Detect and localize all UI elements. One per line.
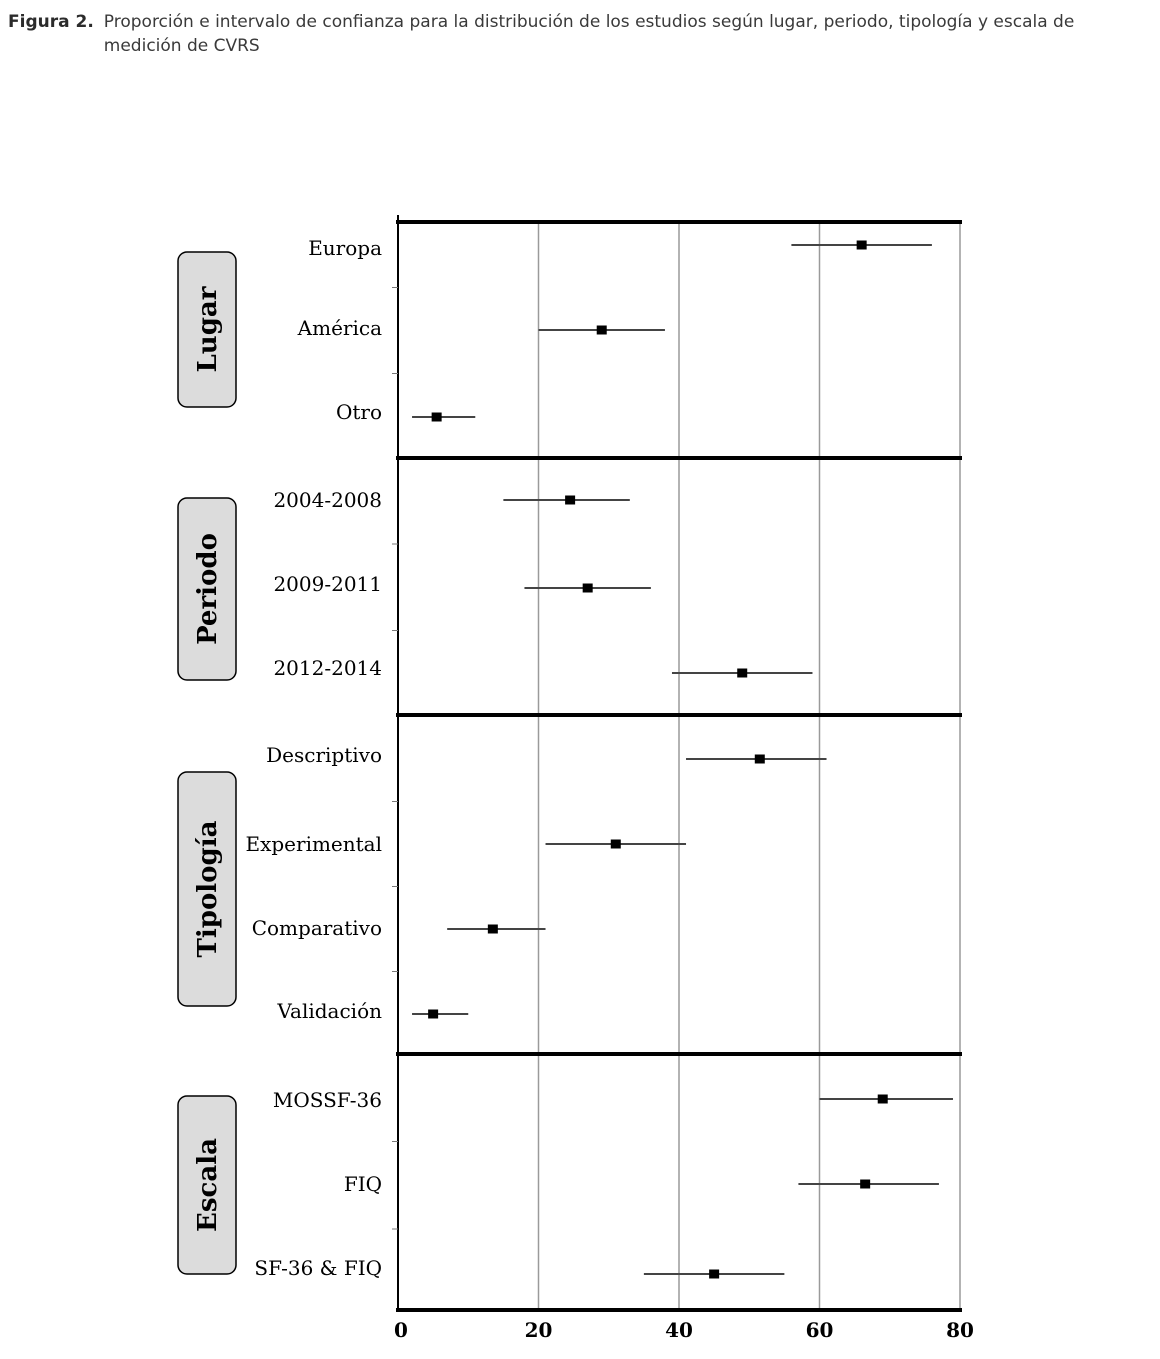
x-tick-label: 60 [805,1318,834,1342]
figure-label: Figura 2. [8,12,94,32]
category-label: Descriptivo [266,743,382,767]
point-estimate [565,496,575,505]
group-label: Periodo [193,533,223,645]
category-label: Comparativo [251,916,382,940]
group-label: Tipología [193,820,223,958]
point-estimate [755,755,765,764]
category-label: 2012-2014 [273,656,382,680]
category-label: 2009-2011 [273,572,382,596]
point-estimate [737,669,747,678]
point-estimate [878,1095,888,1104]
point-estimate [709,1270,719,1279]
point-estimate [488,925,498,934]
category-label: Otro [335,400,382,424]
point-estimate [611,840,621,849]
x-tick-label: 80 [946,1318,974,1342]
point-estimate [583,584,593,593]
point-estimate [860,1180,870,1189]
category-label: SF-36 & FIQ [254,1256,382,1280]
point-estimate [428,1010,438,1019]
category-label: MOSSF-36 [272,1088,382,1112]
figure-caption-text: Proporción e intervalo de confianza para la distribución de los estudios según lugar, periodo, tipología y escala de medición de CVRS [103,12,1075,56]
category-label: 2004-2008 [273,488,382,512]
category-label: América [297,316,382,340]
point-estimate [857,241,867,250]
category-label: Experimental [245,832,382,856]
group-label: Escala [193,1138,223,1232]
x-tick-label: 0 [394,1318,408,1342]
x-tick-label: 40 [665,1318,693,1342]
point-estimate [432,413,442,422]
category-label: Validación [277,999,382,1023]
x-tick-label: 20 [524,1318,553,1342]
group-label: Lugar [193,286,223,373]
point-estimate [597,326,607,335]
category-label: FIQ [343,1172,382,1196]
category-label: Europa [308,236,382,260]
